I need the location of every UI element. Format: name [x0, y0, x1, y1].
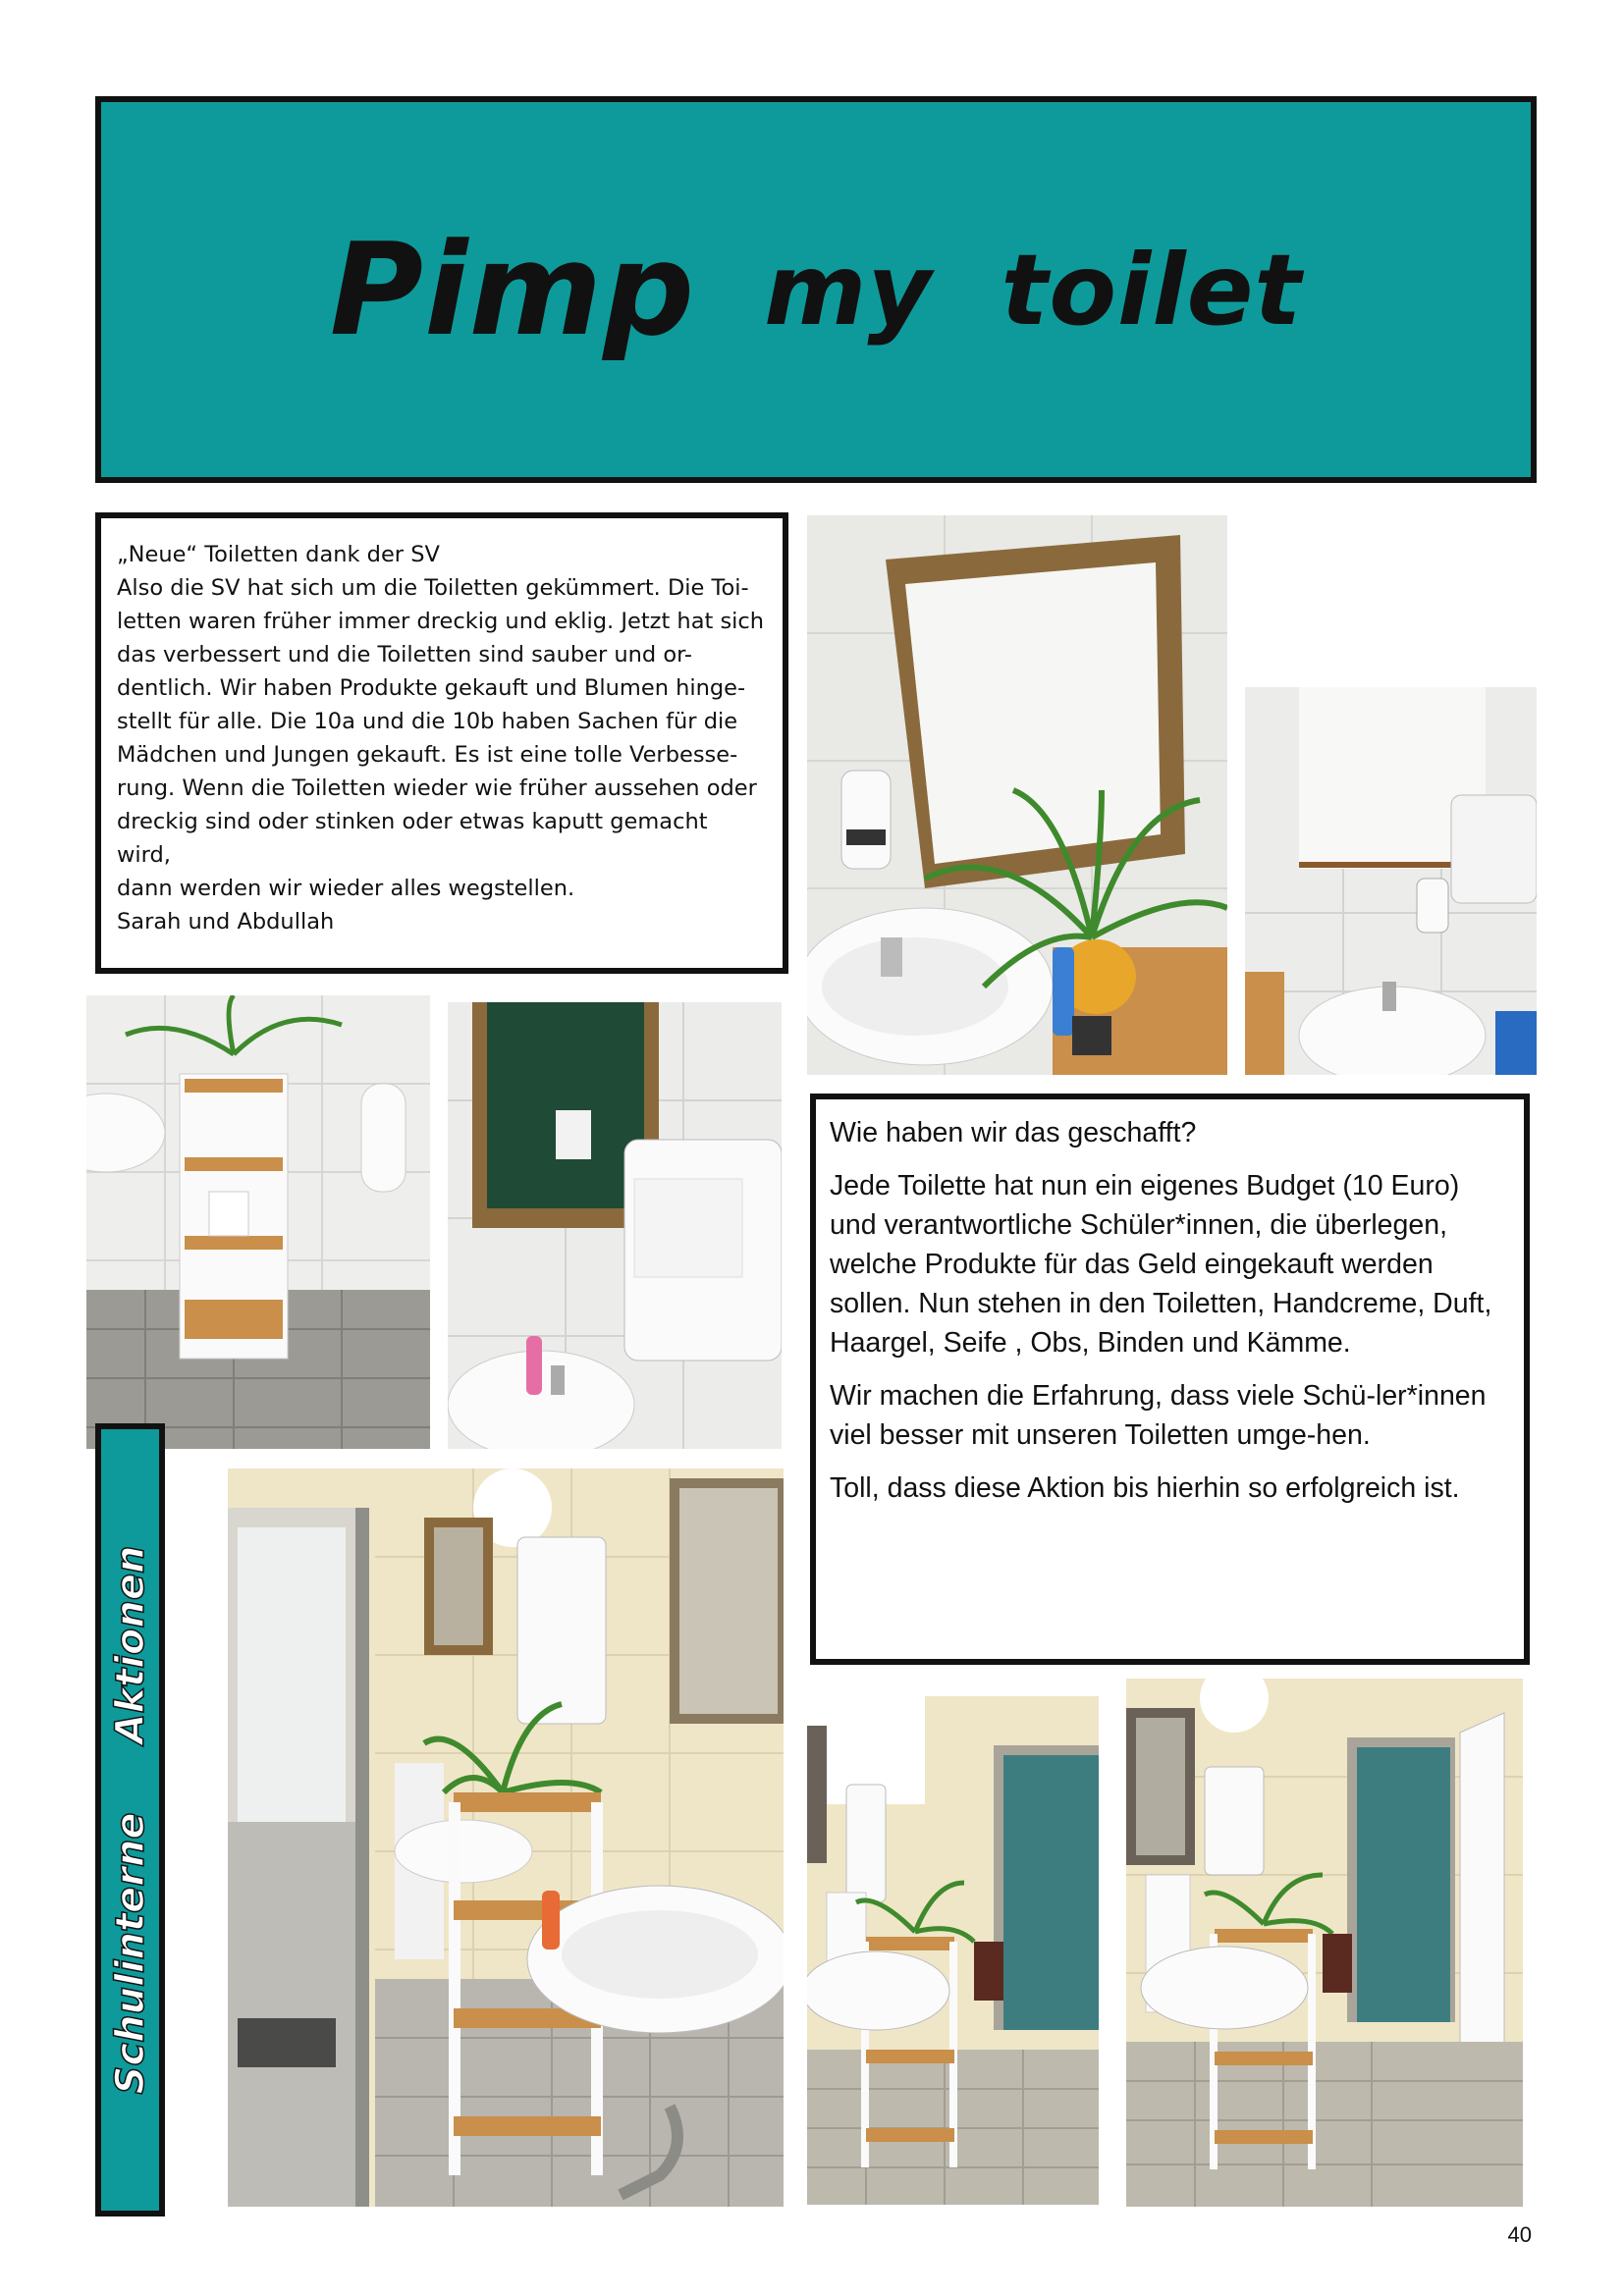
title-word-toilet: toilet: [1001, 232, 1303, 347]
how-paragraph-3: Toll, dass diese Aktion bis hierhin so erfolgreich ist.: [830, 1472, 1460, 1504]
photo-teal-door-left: [807, 1696, 1099, 2205]
article-line: stellt für alle. Die 10a und die 10b haben Sachen für die: [117, 709, 738, 734]
photo-mirror-dispenser: [1245, 687, 1537, 1075]
article-line: das verbessert und die Toiletten sind sauber und or-: [117, 642, 693, 667]
how-paragraph-2: Wir machen die Erfahrung, dass viele Schü-ler*innen viel besser mit unseren Toiletten umge-hen.: [830, 1380, 1487, 1451]
page-number: 40: [1507, 2222, 1532, 2247]
article-line: „Neue“ Toiletten dank der SV: [117, 542, 440, 567]
article-line: rung. Wenn die Toiletten wieder wie früher aussehen oder: [117, 775, 757, 801]
article-line: dentlich. Wir haben Produkte gekauft und Blumen hinge-: [117, 675, 746, 701]
photo-shelf-urinal: [86, 995, 430, 1449]
title-banner: [95, 96, 1537, 483]
article-line: Also die SV hat sich um die Toiletten gekümmert. Die Toi-: [117, 575, 749, 601]
title-word-pimp: Pimp: [329, 215, 696, 364]
photo-teal-door-right: [1126, 1679, 1523, 2207]
article-line: dreckig sind oder stinken oder etwas kaputt gemacht wird,: [117, 809, 708, 868]
how-paragraph-1: Jede Toilette hat nun ein eigenes Budget (10 Euro) und verantwortliche Schüler*innen, die überlegen, welche Produkte für das Geld eingekauft werden sollen. Nun stehen in den Toiletten, Handcreme, Duft, Haargel, Seife , Obs, Binden und Kämme.: [830, 1170, 1492, 1359]
article-box: [95, 512, 788, 974]
article-line: Mädchen und Jungen gekauft. Es ist eine tolle Verbesse-: [117, 742, 738, 768]
side-label-word-1: Schulinterne: [107, 1812, 153, 2095]
photo-towel-dispenser: [448, 1002, 782, 1449]
photo-bathroom-large: [228, 1468, 784, 2207]
article-author: Sarah und Abdullah: [117, 909, 335, 934]
article-line: letten waren früher immer dreckig und eklig. Jetzt hat sich: [117, 609, 765, 634]
photo-mirror-plant: [807, 515, 1227, 1075]
how-heading: Wie haben wir das geschafft?: [830, 1117, 1197, 1148]
title-word-my: my: [764, 232, 933, 347]
page-title: [101, 102, 1531, 477]
article-line: dann werden wir wieder alles wegstellen.: [117, 876, 575, 901]
side-label-word-2: Aktionen: [107, 1545, 153, 1744]
section-side-label: [95, 1423, 165, 2216]
how-box: [810, 1094, 1530, 1665]
side-label-text: [108, 1546, 153, 2095]
